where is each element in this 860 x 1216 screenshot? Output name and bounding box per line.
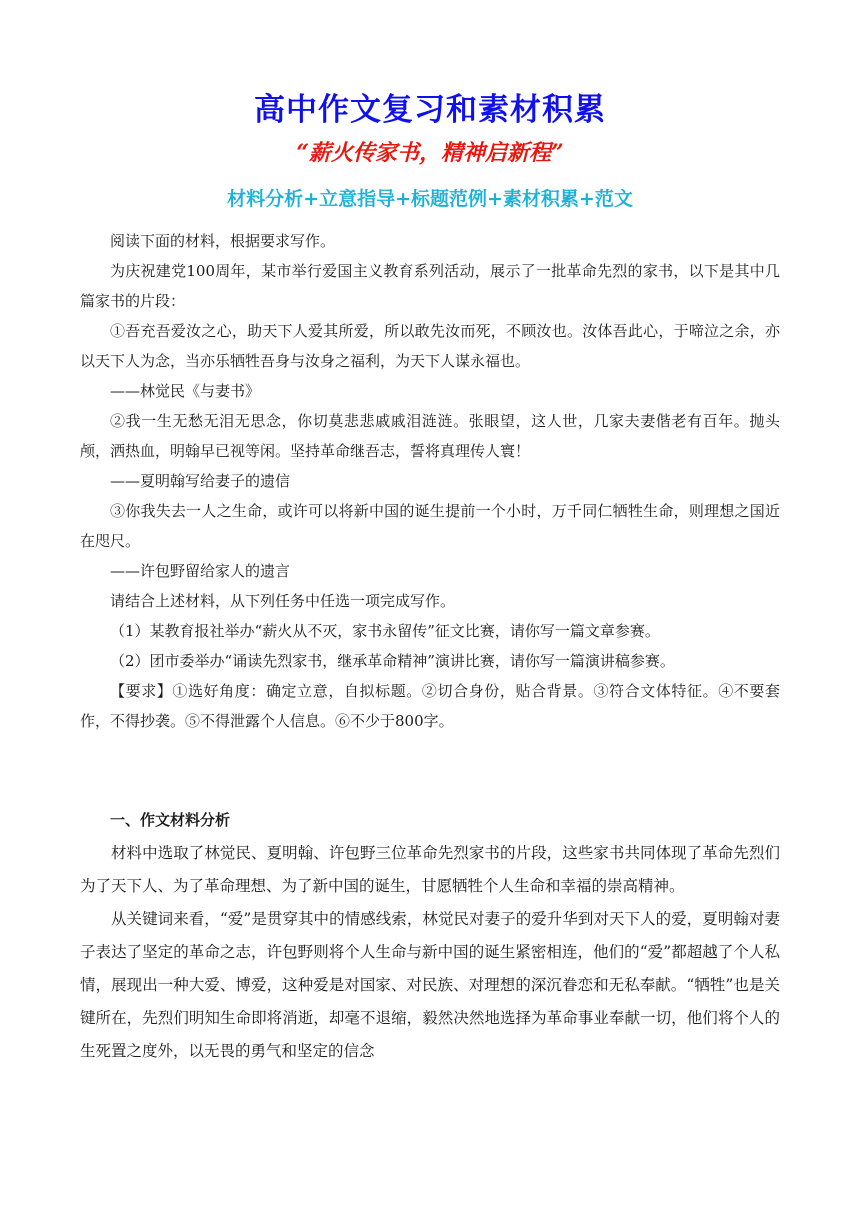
task-1: （1）某教育报社举办“薪火从不灭，家书永留传”征文比赛，请你写一篇文章参赛。 [110,622,660,640]
task-2: （2）团市委举办“诵读先烈家书，继承革命精神”演讲比赛，请你写一篇演讲稿参赛。 [110,652,675,670]
document-subtitle: “薪火传家书，精神启新程” [296,140,564,166]
excerpt-1-source: ——林觉民《与妻书》 [110,382,261,400]
excerpt-2-source: ——夏明翰写给妻子的遗信 [110,472,291,490]
excerpt-3: ③你我失去一人之生命，或许可以将新中国的诞生提前一个小时，万千同仁牺牲生命，则理想之国近在咫尺。 [80,502,780,550]
document-section-tags: 材料分析+立意指导+标题范例+素材积累+范文 [227,188,633,210]
prompt-intro: 阅读下面的材料，根据要求写作。 [110,232,336,250]
task-intro: 请结合上述材料，从下列任务中任选一项完成写作。 [110,592,456,610]
writing-prompt [80,226,780,736]
analysis-para-2: 从关键词来看，“爱”是贯穿其中的情感线索，林觉民对妻子的爱升华到对天下人的爱，夏明翰对妻子表达了坚定的革命之志，许包野则将个人生命与新中国的诞生紧密相连，他们的“爱”都超越了个人私情，展现出一种大爱、博爱，这种爱是对国家、对民族、对理想的深沉眷恋和无私奉献。“牺牲”也是关键所在，先烈们明知生命即将消逝，却毫不退缩，毅然决然地选择为革命事业奉献一切，他们将个人的生死置之度外，以无畏的勇气和坚定的信念 [80,910,780,1060]
excerpt-2: ②我一生无愁无泪无思念，你切莫悲悲戚戚泪涟涟。张眼望，这人世，几家夫妻偕老有百年。抛头颅，洒热血，明翰早已视等闲。坚持革命继吾志，誓将真理传人寰！ [80,412,780,460]
excerpt-3-source: ——许包野留给家人的遗言 [110,562,291,580]
document-title: 高中作文复习和素材积累 [254,92,606,128]
prompt-background: 为庆祝建党100周年，某市举行爱国主义教育系列活动，展示了一批革命先烈的家书，以下是其中几篇家书的片段： [80,262,780,310]
analysis-para-1: 材料中选取了林觉民、夏明翰、许包野三位革命先烈家书的片段，这些家书共同体现了革命先烈们为了天下人、为了革命理想、为了新中国的诞生，甘愿牺牲个人生命和幸福的崇高精神。 [80,844,780,895]
analysis-heading: 一、作文材料分析 [110,811,231,829]
excerpt-1: ①吾充吾爱汝之心，助天下人爱其所爱，所以敢先汝而死，不顾汝也。汝体吾此心，于啼泣之余，亦以天下人为念，当亦乐牺牲吾身与汝身之福利，为天下人谋永福也。 [80,322,780,370]
requirements: 【要求】①选好角度：确定立意，自拟标题。②切合身份，贴合背景。③符合文体特征。④不要套作，不得抄袭。⑤不得泄露个人信息。⑥不少于800字。 [80,682,780,730]
material-analysis [80,804,780,1068]
